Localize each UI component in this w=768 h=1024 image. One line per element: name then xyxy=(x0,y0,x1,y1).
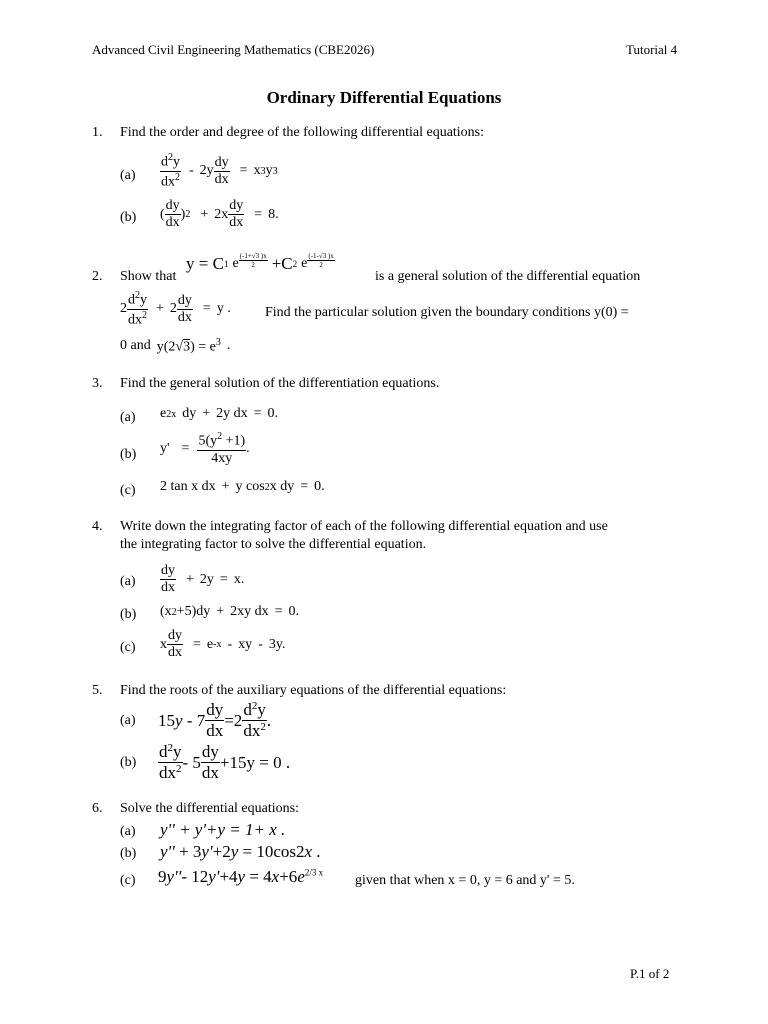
question-3-text: Find the general solution of the differentiation equations. xyxy=(120,376,440,391)
equation-6b: y'' + 3y'+2y = 10cos2x . xyxy=(160,842,321,861)
question-3b-label: (b) xyxy=(120,447,137,462)
document-header-tutorial: Tutorial 4 xyxy=(626,42,678,57)
question-2-line3-end: . xyxy=(226,338,231,354)
equation-3a: e 2x dy + 2y dx = 0. xyxy=(160,406,279,421)
equation-6a: y'' + y'+y = 1+ x . xyxy=(160,820,286,839)
question-3a-label: (a) xyxy=(120,410,136,425)
general-solution-formula: y = C 1 e $\frac{(-1+√3 )x}{2}$ +C 2 e $\frac{(-1-√3 )x}{2}$ xyxy=(186,251,334,273)
question-6b-label: (b) xyxy=(120,846,137,861)
question-2-line3 xyxy=(120,337,230,356)
question-4a-label: (a) xyxy=(120,574,136,589)
equation-3b: y' = $\frac{5(y^2 +1)}{4xy}$ . xyxy=(160,431,250,466)
question-6-text: Solve the differential equations: xyxy=(120,801,299,816)
question-6a-label: (a) xyxy=(120,824,136,839)
question-number-1: 1. xyxy=(92,125,103,140)
question-1a-label: (a) xyxy=(120,168,136,183)
question-6c-label: (c) xyxy=(120,873,136,888)
page-title: Ordinary Differential Equations xyxy=(266,88,502,107)
equation-2: 2 $\frac{d^2y}{dx^2}$ + 2 $\frac{dy}{dx}$ = y . xyxy=(120,290,231,328)
question-6c-condition: given that when x = 0, y = 6 and y' = 5. xyxy=(355,873,575,888)
question-2-line3-start: 0 and xyxy=(120,338,151,354)
question-5-text: Find the roots of the auxiliary equations of the differential equations: xyxy=(120,683,507,698)
question-4c-label: (c) xyxy=(120,640,136,655)
question-3c-label: (c) xyxy=(120,483,136,498)
boundary-condition: $y(2√3) = e^3$ xyxy=(156,337,221,355)
question-4-text-line1: Write down the integrating factor of each of the following differential equation and use xyxy=(120,519,608,534)
equation-4c: x $\frac{dy}{dx}$ = e -x - xy - 3y. xyxy=(160,628,286,660)
question-5b-label: (b) xyxy=(120,755,137,770)
equation-4b: (x 2 +5)dy + 2xy dx = 0. xyxy=(160,604,300,619)
equation-5a: 15y - 7 $\frac{dy}{dx}$ =2 $\frac{d^2y}{dx^2}$ . xyxy=(158,700,272,740)
question-2-text-start: Show that xyxy=(120,269,177,284)
document-header-course: Advanced Civil Engineering Mathematics (CBE2026) xyxy=(92,42,375,57)
question-number-4: 4. xyxy=(92,519,103,534)
question-number-2: 2. xyxy=(92,269,103,284)
equation-6c: 9y''- $12y'+4y = 4x+6e^{2/3 x}$ xyxy=(158,867,324,886)
equation-4a: $\frac{dy}{dx}$ + 2y = x. xyxy=(161,563,245,595)
question-1-text: Find the order and degree of the following differential equations: xyxy=(120,125,485,140)
equation-1b: ( $\frac{dy}{dx}$ ) 2 + 2x $\frac{dy}{dx}$ = 8. xyxy=(160,198,279,230)
page-number: P.1 of 2 xyxy=(630,966,670,981)
question-1b-label: (b) xyxy=(120,210,137,225)
question-number-3: 3. xyxy=(92,376,103,391)
question-number-5: 5. xyxy=(92,683,103,698)
question-2-line2: Find the particular solution given the boundary conditions y(0) = xyxy=(265,305,629,320)
question-4-text-line2: the integrating factor to solve the differential equation. xyxy=(120,537,427,552)
question-2-text-end: is a general solution of the differential equation xyxy=(375,269,641,284)
question-number-6: 6. xyxy=(92,801,103,816)
equation-3c: 2 tan x dx + y cos 2 x dy = 0. xyxy=(160,479,325,494)
equation-1a: $\frac{d^2y}{dx^2}$ - 2y $\frac{dy}{dx}$ = x 3 y 3 xyxy=(161,152,278,190)
question-5a-label: (a) xyxy=(120,713,136,728)
question-4b-label: (b) xyxy=(120,607,137,622)
equation-5b: $\frac{d^2y}{dx^2}$ - 5 $\frac{dy}{dx}$ +15y = 0 . xyxy=(159,742,291,782)
